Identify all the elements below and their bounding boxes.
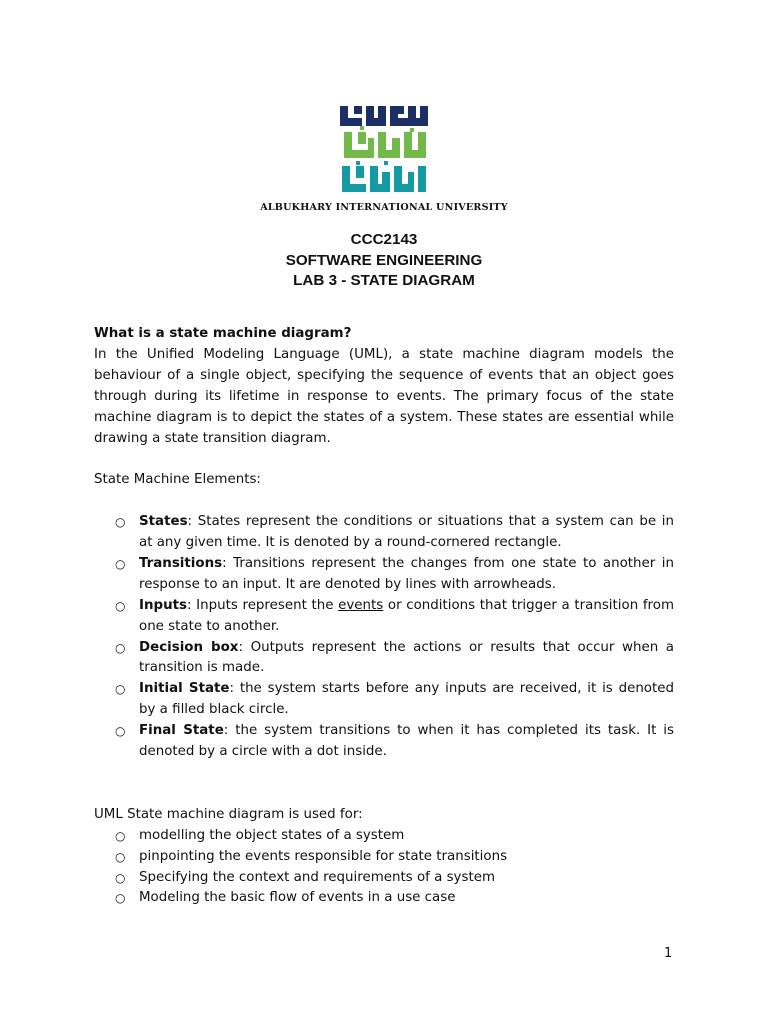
page-number: 1 [664,946,673,961]
item-text: or conditions that trigger a transition from one state to another. [139,597,674,634]
list-item [94,888,674,909]
list-item [94,638,674,680]
intro-paragraph: In the Unified Modeling Language (UML), a state machine diagram models the behaviour of a single object, specifying the sequence of events that an object goes through during its lifetime in response to events. The primary focus of the state machine diagram is to depict the states of a system. These states are essential while drawing a state transition diagram. [94,346,674,446]
item-text: : Outputs represent the actions or results that occur when a transition is made. [139,639,674,676]
bullet-icon: ○ [115,849,126,864]
bullet-icon: ○ [115,682,126,697]
list-item [94,554,674,596]
item-term: Final State [139,723,224,739]
item-text: : the system starts before any inputs are received, it is denoted by a filled black circle. [139,681,674,718]
item-term: Transitions [139,555,223,571]
item-text: : the system transitions to when it has completed its task. It is denoted by a circle with a dot inside. [139,723,674,760]
intro-heading: What is a state machine diagram? [94,326,352,341]
elements-list [94,512,674,763]
item-term: Inputs [139,597,188,613]
list-item [94,679,674,721]
events-link[interactable]: events [338,597,384,613]
uses-heading: UML State machine diagram is used for: [94,806,363,822]
bullet-icon: ○ [115,598,126,613]
item-text: Modeling the basic flow of events in a use case [139,890,456,906]
list-item [94,826,674,847]
item-text: Specifying the context and requirements of a system [139,869,495,885]
university-name: ALBUKHARY INTERNATIONAL UNIVERSITY [260,202,508,213]
bullet-icon: ○ [115,870,126,885]
item-term: Decision box [139,639,239,655]
elements-heading: State Machine Elements: [94,472,261,488]
item-text: pinpointing the events responsible for state transitions [139,848,508,864]
course-code: CCC2143 [350,231,418,248]
item-text: : States represent the conditions or situations that a system can be in at any given time. It is denoted by a round-cornered rectangle. [139,514,674,551]
bullet-icon: ○ [115,515,126,530]
bullet-icon: ○ [115,828,126,843]
course-name: SOFTWARE ENGINEERING [285,251,483,269]
item-text: : Inputs represent the [187,597,339,613]
document-body [94,324,674,909]
bullet-icon: ○ [115,640,126,655]
list-item [94,847,674,868]
uses-list [94,826,674,910]
item-text: : Transitions represent the changes from one state to another in response to an input. It are denoted by lines with arrowheads. [139,555,674,592]
item-term: Initial State [139,681,230,697]
list-item [94,721,674,763]
bullet-icon: ○ [115,891,126,906]
document-title [0,230,768,292]
list-item [94,868,674,889]
bullet-icon: ○ [115,556,126,571]
university-logo [338,104,430,196]
lab-title: LAB 3 - STATE DIAGRAM [293,272,475,289]
item-text: modelling the object states of a system [139,827,405,843]
list-item [94,512,674,554]
list-item [94,596,674,638]
item-term: States [139,514,188,530]
bullet-icon: ○ [115,724,126,739]
